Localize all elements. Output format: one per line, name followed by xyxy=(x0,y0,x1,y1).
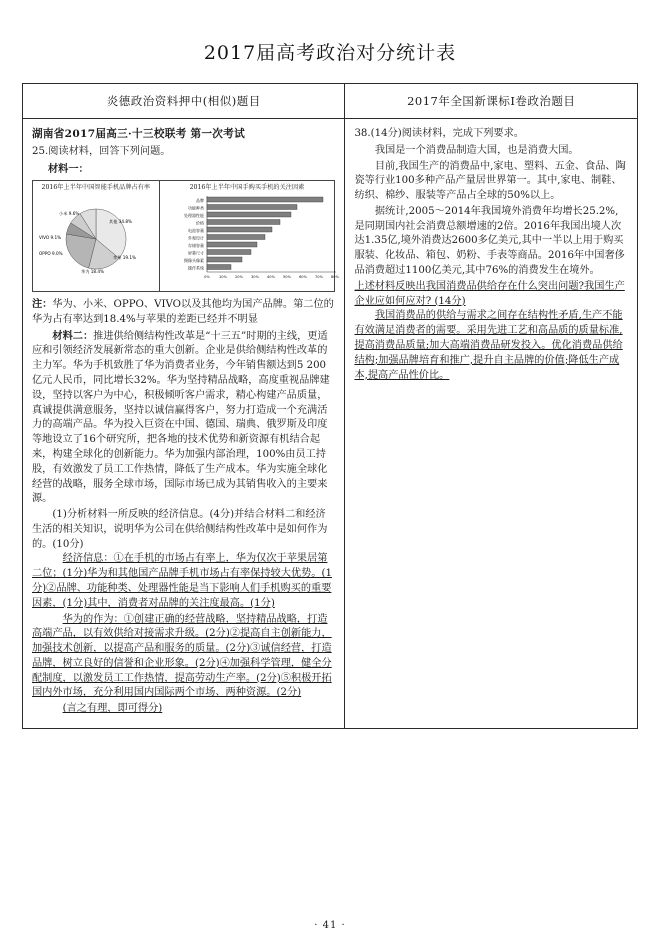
bar-chart-plot xyxy=(162,193,339,289)
bar-xtick-4: 40% xyxy=(266,275,275,280)
bar-xtick-6: 60% xyxy=(298,275,307,280)
exam-source-line: 湖南省2017届高三·十三校联考 第一次考试 xyxy=(32,128,245,140)
right-prompt: 上述材料反映出我国消费品供给存在什么突出问题?我国生产企业应如何应对? (14分) xyxy=(354,280,625,307)
bar-xtick-7: 70% xyxy=(314,275,323,280)
pie-label-vivo: VIVO 9.1% xyxy=(38,235,61,241)
bar-cat-4: 电池容量 xyxy=(187,228,204,234)
chart-note-label: 注： xyxy=(32,298,53,311)
pie-chart-figure xyxy=(33,181,160,291)
bar-cat-3: 价格 xyxy=(195,220,204,226)
pie-label-xiaomi: 小米 9.6% xyxy=(58,211,80,217)
pie-label-qita: 其他 34.8% xyxy=(108,219,132,225)
left-answer-block xyxy=(32,552,335,717)
left-answer-2: (言之有理，即可得分) xyxy=(62,703,163,715)
material-two-block xyxy=(32,329,335,507)
bar-xtick-2: 20% xyxy=(234,275,243,280)
right-paragraph-0: 我国是一个消费品制造大国，也是消费大国。 xyxy=(374,144,579,156)
bar-cat-2: 处理器性能 xyxy=(183,213,204,219)
chart-note xyxy=(32,297,335,328)
bar-xtick-3: 30% xyxy=(250,275,259,280)
left-answer-0: 经济信息：①在手机的市场占有率上，华为仅次于苹果居第二位；(1分)华为和其他国产品牌手机市场占有率保持较大优势。(1分)②品牌、功能种类、处理器性能是当下影响人们手机购买的重要因素，(1分)其中，消费者对品牌的关注度最高。(1分) xyxy=(32,553,332,609)
bar-xtick-5: 50% xyxy=(282,275,291,280)
chart-note-text: 华为、小米、OPPO、VIVO以及其他均为国产品牌。第二位的华为占有率达到18.4%与苹果的差距已经并不明显 xyxy=(32,299,334,325)
comparison-table xyxy=(22,83,638,729)
bar-cat-6: 存储容量 xyxy=(187,243,204,249)
column-header-left: 炎德政治资料押中(相似)题目 xyxy=(23,84,345,119)
bar-cat-0: 品牌 xyxy=(195,198,204,204)
bar-cat-9: 操作系统 xyxy=(187,265,204,271)
bar-chart-figure xyxy=(160,181,339,291)
figure-group xyxy=(32,180,339,292)
bar-cat-1: 功能种类 xyxy=(187,205,204,211)
right-question-line: 38.(14分)阅读材料，完成下列要求。 xyxy=(354,128,524,139)
pie-label-oppo: OPPO 9.0% xyxy=(38,251,63,257)
bar-xtick-8: 80% xyxy=(330,275,339,280)
bar-cat-7: 屏幕尺寸 xyxy=(187,250,204,256)
left-answer-1: 华为的作为：①创建正确的经营战略，坚持精品战略，打造高端产品，以有效供给对接需求升级。(2分)②提高自主创新能力，加强技术创新，以提高产品和服务的质量。(2分)③诚信经营，打造品牌，树立良好的信誉和企业形象。(2分)④加强科学管理，健全分配制度，以激发员工工作热情，提高劳动生产率。(2分)⑤积极开拓国内外市场，充分利用国内国际两个市场、两种资源。(2分) xyxy=(32,613,332,699)
page-title: 2017届高考政治对分统计表 xyxy=(203,42,457,64)
pie-label-huawei: 华为 18.4% xyxy=(80,269,104,275)
material-one-label: 材料一： xyxy=(48,163,89,176)
left-question-line: 25.阅读材料，回答下列问题。 xyxy=(32,146,171,158)
left-sub-question: (1)分析材料一所反映的经济信息。(4分)并结合材料二和经济生活的相关知识，说明华为公司在供给侧结构性改革中是如何作为的。(10分) xyxy=(32,509,328,550)
right-answer-0: 我国消费品的供给与需求之间存在结构性矛盾,生产不能有效满足消费者的需要。采用先进工艺和高品质的质量标准,提高消费品质量;加大高端消费品研发投入。优化消费品供给结构;加强品牌培育和推广,提升自主品牌的价值;降低生产成本,提高产品性价比。 xyxy=(354,310,623,381)
material-two-text: 推进供给侧结构性改革是“十三五”时期的主线，更适应和引领经济发展新常态的重大创新。企业是供给侧结构性改革的主力军。华为手机致胜了华为消费者业务，今年销售额达到5 200亿元人民币，同比增长32%。华为坚持精品战略，高度重视品牌建设，坚持以客户为中心，积极倾听客户需求，精心构建产品质量，真诚提供满意服务，坚持以诚信赢得客户，努力打造成一个充满活力的高端产品。华为投入巨资在中国、德国、瑞典、俄罗斯及印度等地设立了16个研究所，把各地的技术优势和新资源有机结合起来，构建全球化的创新能力。华为加强内部治理，100%由员工持股，有效激发了员工工作热情，降低了生产成本。华为实施全球化经营的战略，服务全球市场，国际市场已成为其销售收入的主要来源。 xyxy=(32,330,330,505)
right-paragraph-2: 据统计,2005～2014年我国境外消费年均增长25.2%,是同期国内社会消费总额增速的2倍。2016年我国出境人次达1.35亿,境外消费达2600多亿美元,其中一半以上用于购买服装、化妆品、箱包、奶粉、手表等商品。2016年中国奢侈品消费超过1100亿美元,其中76%的消费发生在境外。 xyxy=(354,205,625,277)
right-paragraph-1: 目前,我国生产的消费品中,家电、塑料、五金、食品、陶瓷等行业100多种产品产量居世界第一。其中,家电、制鞋、纺织、棉纱、服装等产品占全球的50%以上。 xyxy=(354,160,626,202)
bar-chart-caption: 2016年上半年中国手购买手机的关注因素 xyxy=(189,183,305,191)
bar-cat-5: 外观设计 xyxy=(187,235,204,241)
column-header-right: 2017年全国新课标Ⅰ卷政治题目 xyxy=(345,84,638,119)
right-content-cell xyxy=(345,119,638,729)
page-number: · 41 · xyxy=(314,920,346,931)
pie-chart-plot xyxy=(35,193,157,285)
left-content-cell xyxy=(23,119,345,729)
bar-cat-8: 摄像头像素 xyxy=(183,258,204,264)
pie-chart-caption: 2016年上半年中国智能手机品牌占有率 xyxy=(41,183,151,191)
table-header-row xyxy=(23,84,638,119)
table-body-row xyxy=(23,119,638,729)
bar-xtick-0: 0% xyxy=(203,275,210,280)
material-two-label: 材料二： xyxy=(52,329,94,342)
bar-xtick-1: 10% xyxy=(218,275,227,280)
pie-label-apple: 苹果 19.1% xyxy=(112,255,136,261)
